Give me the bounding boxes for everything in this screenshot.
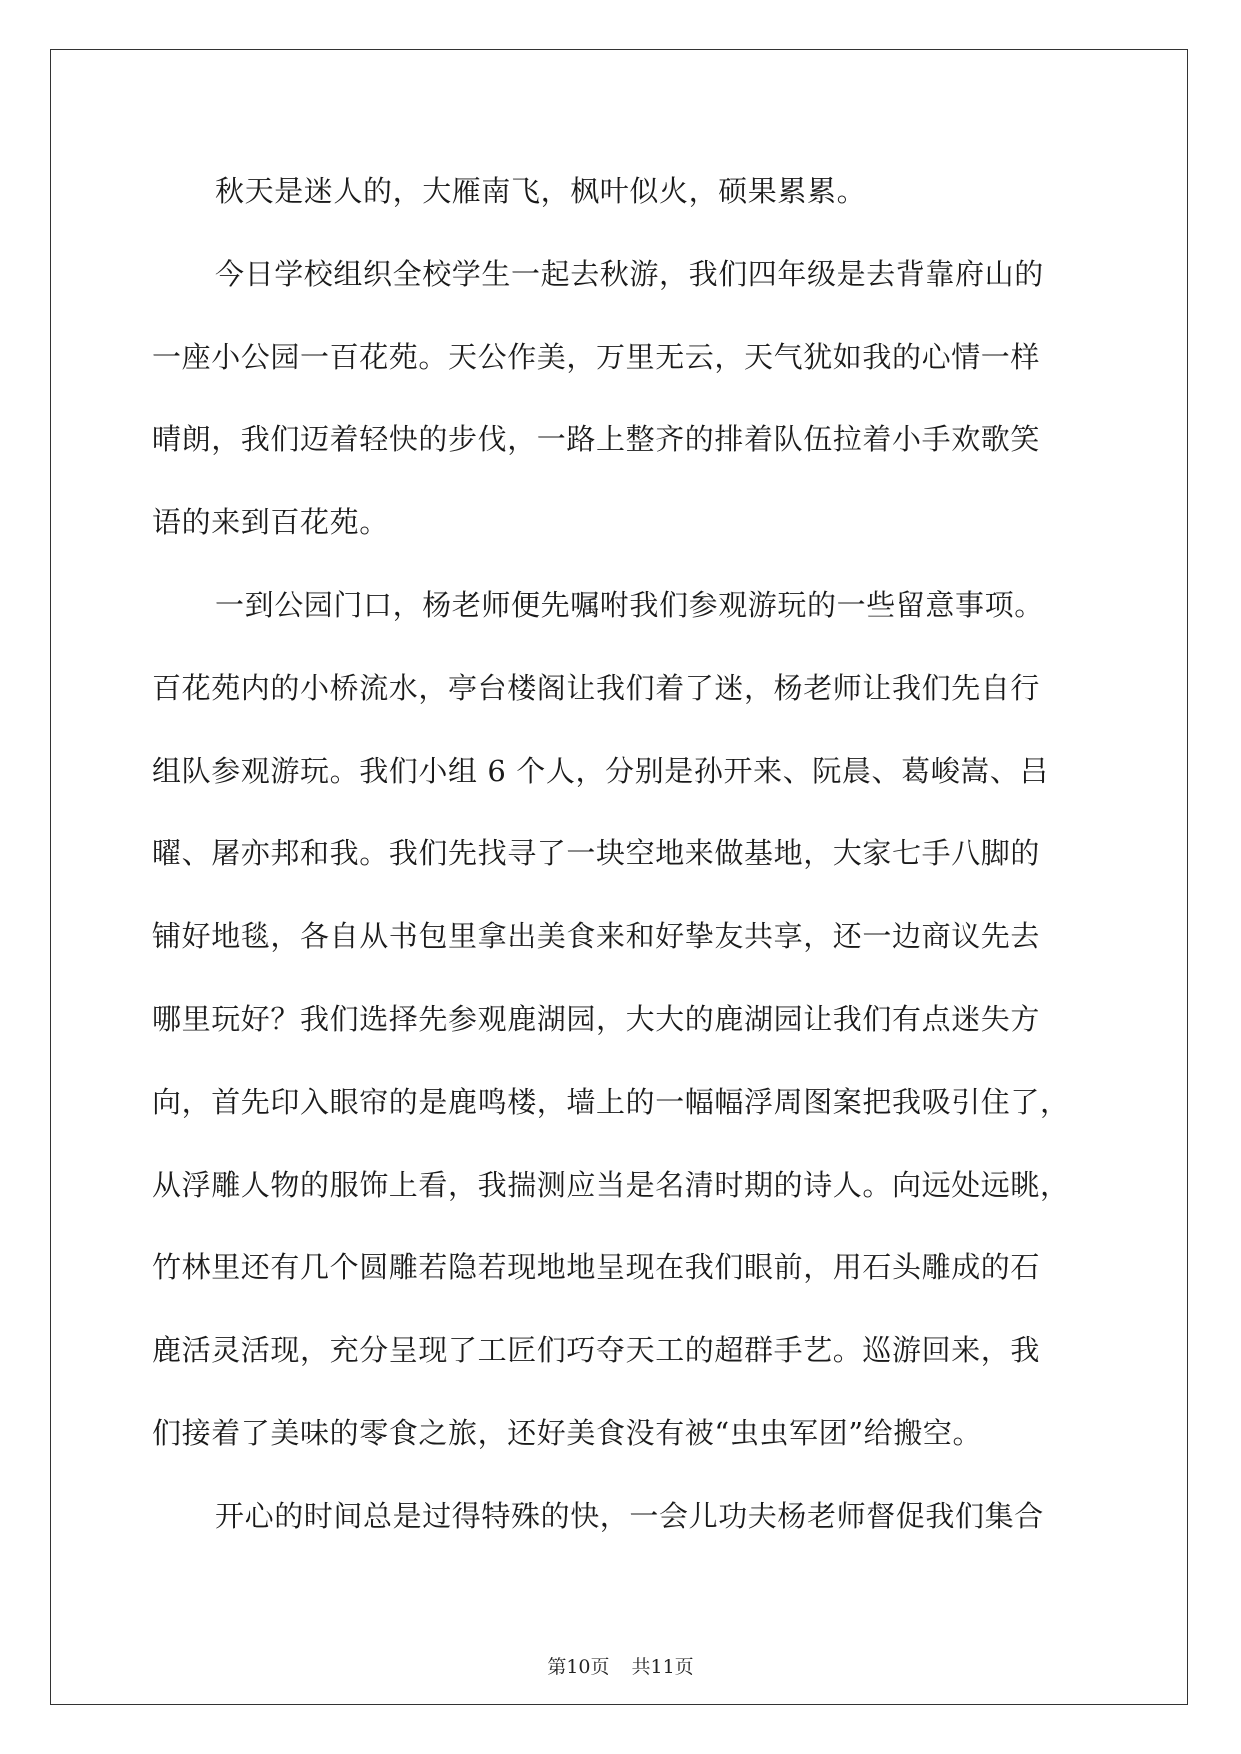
page-number: 第10页 bbox=[547, 1656, 610, 1678]
text-line: 向，首先印入眼帘的是鹿鸣楼，墙上的一幅幅浮周图案把我吸引住了， bbox=[152, 1085, 1070, 1119]
text-line: 一座小公园一百花苑。天公作美，万里无云，天气犹如我的心情一样 bbox=[152, 340, 1041, 374]
text-line: 百花苑内的小桥流水，亭台楼阁让我们着了迷，杨老师让我们先自行 bbox=[152, 671, 1041, 705]
page-footer bbox=[0, 1654, 1241, 1680]
text-line: 们接着了美味的零食之旅，还好美食没有被“虫虫军团”给搬空。 bbox=[152, 1416, 983, 1450]
text-line: 秋天是迷人的，大雁南飞，枫叶似火，硕果累累。 bbox=[215, 174, 867, 208]
text-line: 组队参观游玩。我们小组 6 个人，分别是孙开来、阮晨、葛峻嵩、吕 bbox=[152, 754, 1050, 788]
text-line: 从浮雕人物的服饰上看，我揣测应当是名清时期的诗人。向远处远眺， bbox=[152, 1168, 1070, 1202]
page-border bbox=[50, 49, 1188, 1705]
page-total: 共11页 bbox=[631, 1656, 694, 1678]
text-line: 语的来到百花苑。 bbox=[152, 505, 389, 539]
text-line: 一到公园门口，杨老师便先嘱咐我们参观游玩的一些留意事项。 bbox=[215, 588, 1044, 622]
text-line: 开心的时间总是过得特殊的快，一会儿功夫杨老师督促我们集合 bbox=[215, 1499, 1044, 1533]
text-line: 竹林里还有几个圆雕若隐若现地地呈现在我们眼前，用石头雕成的石 bbox=[152, 1250, 1041, 1284]
text-line: 曜、屠亦邦和我。我们先找寻了一块空地来做基地，大家七手八脚的 bbox=[152, 836, 1041, 870]
text-line: 今日学校组织全校学生一起去秋游，我们四年级是去背靠府山的 bbox=[215, 257, 1044, 291]
text-line: 鹿活灵活现，充分呈现了工匠们巧夺天工的超群手艺。巡游回来，我 bbox=[152, 1333, 1041, 1367]
text-line: 哪里玩好？我们选择先参观鹿湖园，大大的鹿湖园让我们有点迷失方 bbox=[152, 1002, 1041, 1036]
text-line: 铺好地毯，各自从书包里拿出美食来和好挚友共享，还一边商议先去 bbox=[152, 919, 1041, 953]
text-line: 晴朗，我们迈着轻快的步伐，一路上整齐的排着队伍拉着小手欢歌笑 bbox=[152, 422, 1041, 456]
